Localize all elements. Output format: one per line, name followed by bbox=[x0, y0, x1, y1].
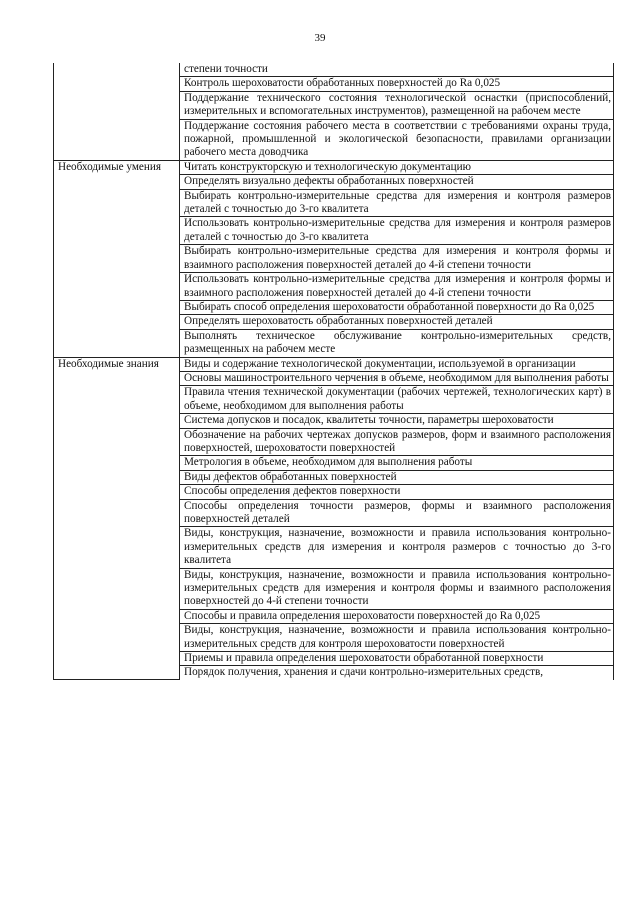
category-cell bbox=[54, 63, 180, 160]
page-number: 39 bbox=[314, 32, 326, 44]
item-cell: Читать конструкторскую и технологическую документацию bbox=[180, 160, 614, 174]
item-cell: степени точности bbox=[180, 63, 614, 77]
item-cell: Использовать контрольно-измерительные средства для измерения и контроля формы и взаимного расположения поверхностей деталей до 4-й степени точности bbox=[180, 273, 614, 301]
item-cell: Способы и правила определения шероховатости поверхностей до Ra 0,025 bbox=[180, 609, 614, 623]
category-skills: Необходимые умения bbox=[54, 160, 180, 357]
item-cell: Способы определения дефектов поверхности bbox=[180, 485, 614, 499]
item-cell: Обозначение на рабочих чертежах допусков размеров, форм и взаимного расположения поверхностей, шероховатости поверхностей bbox=[180, 428, 614, 456]
table-row bbox=[54, 160, 614, 174]
item-cell: Виды дефектов обработанных поверхностей bbox=[180, 470, 614, 484]
item-cell: Виды и содержание технологической документации, используемой в организации bbox=[180, 357, 614, 371]
table-row bbox=[54, 63, 614, 77]
item-cell: Виды, конструкция, назначение, возможности и правила использования контрольно-измерительных средств для измерения и контроля формы и взаимного расположения поверхностей до 4-й степени точности bbox=[180, 568, 614, 609]
item-cell: Выбирать способ определения шероховатости обработанной поверхности до Ra 0,025 bbox=[180, 300, 614, 314]
item-cell: Приемы и правила определения шероховатости обработанной поверхности bbox=[180, 652, 614, 666]
item-cell: Выполнять техническое обслуживание контрольно-измерительных средств, размещенных на рабочем месте bbox=[180, 329, 614, 357]
item-cell: Определять шероховатость обработанных поверхностей деталей bbox=[180, 315, 614, 329]
table-row bbox=[54, 357, 614, 371]
item-cell: Порядок получения, хранения и сдачи контрольно-измерительных средств, bbox=[180, 666, 614, 680]
item-cell: Метрология в объеме, необходимом для выполнения работы bbox=[180, 456, 614, 470]
item-cell: Выбирать контрольно-измерительные средства для измерения и контроля размеров деталей с точностью до 3-го квалитета bbox=[180, 189, 614, 217]
item-cell: Использовать контрольно-измерительные средства для измерения и контроля размеров деталей с точностью до 3-го квалитета bbox=[180, 217, 614, 245]
requirements-table bbox=[53, 63, 614, 680]
item-cell: Выбирать контрольно-измерительные средства для измерения и контроля формы и взаимного расположения поверхностей деталей до 4-й степени точности bbox=[180, 245, 614, 273]
item-cell: Контроль шероховатости обработанных поверхностей до Ra 0,025 bbox=[180, 77, 614, 91]
item-cell: Виды, конструкция, назначение, возможности и правила использования контрольно-измерительных средств для измерения и контроля размеров с точностью до 3-го квалитета bbox=[180, 527, 614, 568]
item-cell: Поддержание технического состояния технологической оснастки (приспособлений, измерительных и вспомогательных инструментов), размещенной на рабочем месте bbox=[180, 91, 614, 119]
item-cell: Поддержание состояния рабочего места в соответствии с требованиями охраны труда, пожарной, промышленной и экологической безопасности, правилами организации рабочего места доводчика bbox=[180, 119, 614, 160]
category-knowledge: Необходимые знания bbox=[54, 357, 180, 680]
item-cell: Способы определения точности размеров, формы и взаимного расположения поверхностей деталей bbox=[180, 499, 614, 527]
item-cell: Определять визуально дефекты обработанных поверхностей bbox=[180, 175, 614, 189]
item-cell: Система допусков и посадок, квалитеты точности, параметры шероховатости bbox=[180, 414, 614, 428]
item-cell: Правила чтения технической документации (рабочих чертежей, технологических карт) в объеме, необходимом для выполнения работы bbox=[180, 386, 614, 414]
item-cell: Виды, конструкция, назначение, возможности и правила использования контрольно-измерительных средств для контроля шероховатости поверхностей bbox=[180, 624, 614, 652]
item-cell: Основы машиностроительного черчения в объеме, необходимом для выполнения работы bbox=[180, 371, 614, 385]
